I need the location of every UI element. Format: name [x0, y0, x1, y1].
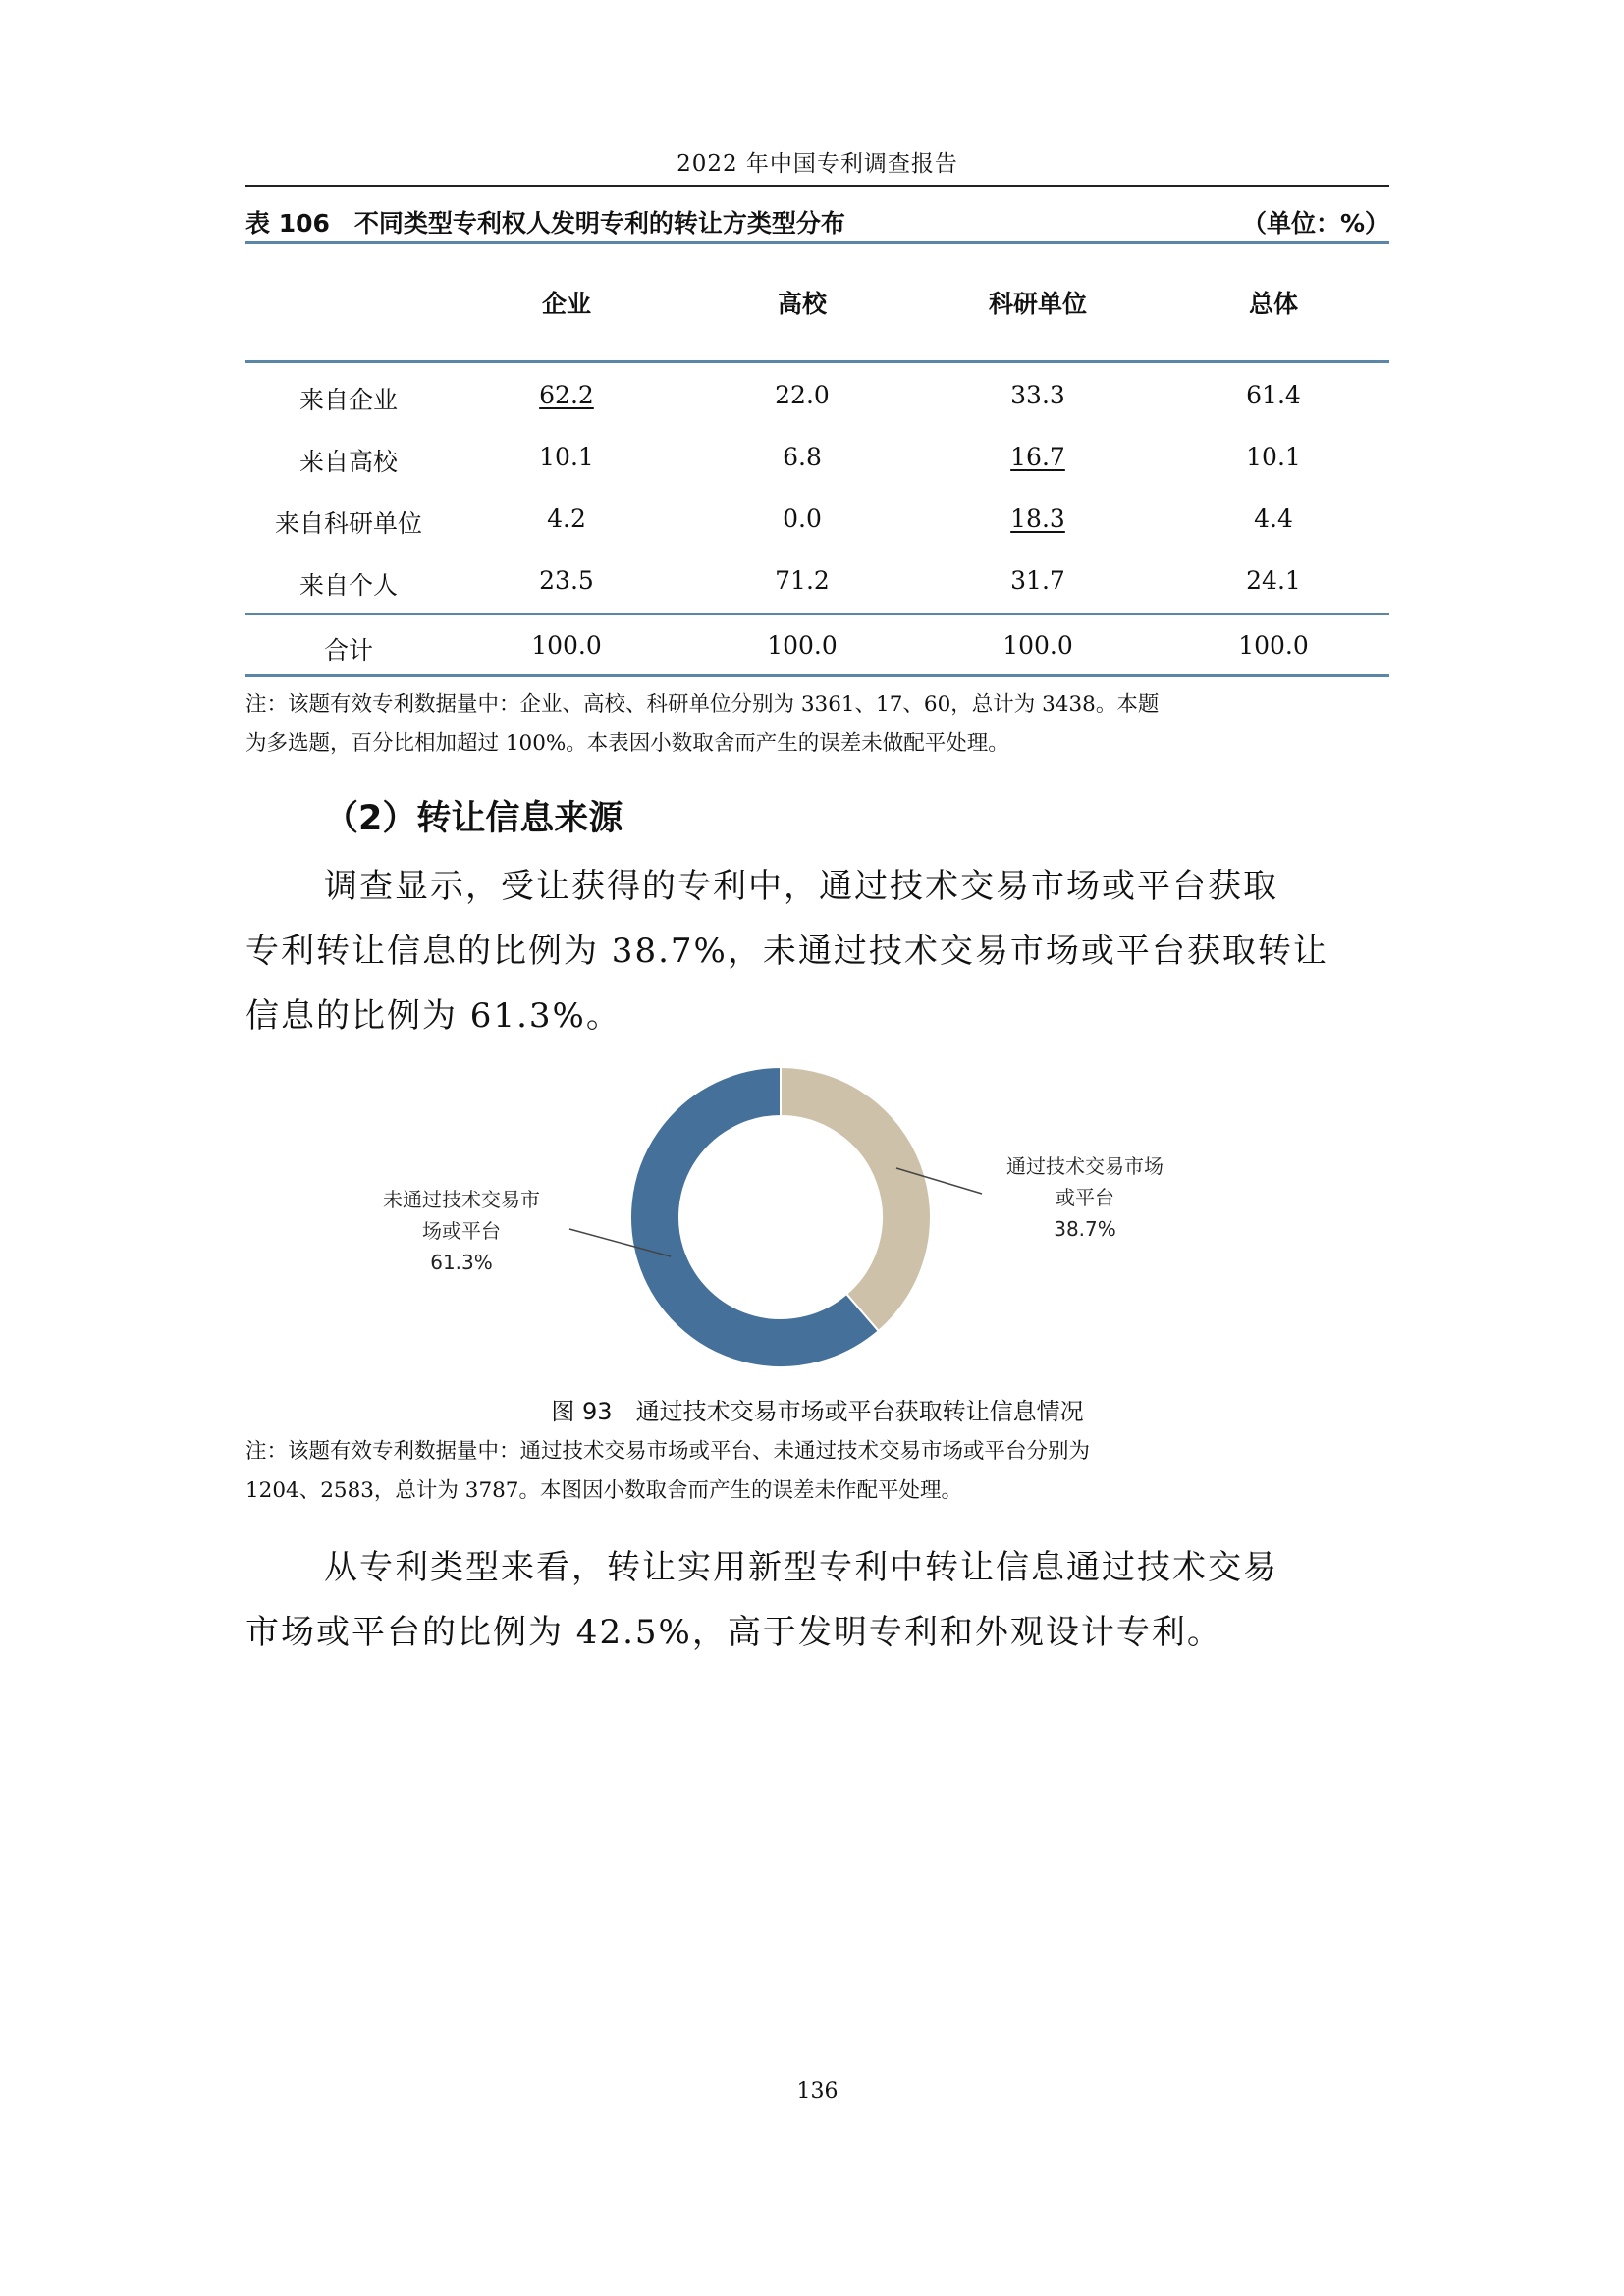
figure-title: 图 93 通过技术交易市场或平台获取转让信息情况	[551, 1398, 1084, 1425]
table-cell: 4.2	[547, 505, 586, 533]
table-cell: 24.1	[1246, 566, 1301, 595]
table-cell: 33.3	[1010, 381, 1065, 409]
body-paragraph-2: 从专利类型来看，转让实用新型专利中转让信息通过技术交易 市场或平台的比例为 42.5%，高于发明专利和外观设计专利。	[245, 1548, 1278, 1652]
total-cell: 100.0	[767, 631, 838, 660]
section-heading: （2）转让信息来源	[324, 799, 623, 838]
total-cell: 100.0	[1002, 631, 1073, 660]
slice-label-not-via-platform: 未通过技术交易市 场或平台 61.3%	[383, 1188, 540, 1274]
body-paragraph-1: 调查显示，受让获得的专利中，通过技术交易市场或平台获取 专利转让信息的比例为 38.7%，未通过技术交易市场或平台获取转让 信息的比例为 61.3%。	[245, 867, 1328, 1036]
row-label: 来自科研单位	[274, 509, 422, 538]
table-cell: 10.1	[1246, 443, 1301, 471]
column-header-enterprise: 企业	[541, 290, 591, 318]
table-cell: 0.0	[783, 505, 822, 533]
table-cell: 22.0	[775, 381, 830, 409]
table-cell: 18.3	[1010, 505, 1065, 533]
total-label: 合计	[323, 636, 373, 665]
table-cell: 61.4	[1246, 381, 1301, 409]
table-cell: 23.5	[539, 566, 594, 595]
table-unit: （单位：%）	[1241, 209, 1389, 238]
total-cell: 100.0	[1238, 631, 1309, 660]
row-label: 来自高校	[298, 448, 398, 476]
column-header-overall: 总体	[1248, 290, 1298, 318]
row-label: 来自企业	[298, 386, 398, 414]
table-cell: 62.2	[539, 381, 594, 409]
running-header: 2022 年中国专利调查报告	[677, 151, 958, 177]
figure-note: 注：该题有效专利数据量中：通过技术交易市场或平台、未通过技术交易市场或平台分别为 1204、2583，总计为 3787。本图因小数取舍而产生的误差未作配平处理。	[245, 1439, 1091, 1503]
table-title: 表 106 不同类型专利权人发明专利的转让方类型分布	[245, 209, 845, 238]
table-cell: 31.7	[1010, 566, 1065, 595]
table-cell: 16.7	[1010, 443, 1065, 471]
table-cell: 4.4	[1254, 505, 1293, 533]
page-number: 136	[796, 2079, 839, 2104]
total-cell: 100.0	[531, 631, 602, 660]
row-label: 来自个人	[298, 571, 398, 600]
table-cell: 10.1	[539, 443, 594, 471]
table-cell: 6.8	[783, 443, 822, 471]
donut-slice-via-platform	[781, 1067, 931, 1331]
table-note: 注：该题有效专利数据量中：企业、高校、科研单位分别为 3361、17、60，总计为 3438。本题 为多选题，百分比相加超过 100%。本表因小数取舍而产生的误差未做配平处理。	[245, 692, 1160, 756]
slice-label-via-platform: 通过技术交易市场 或平台 38.7%	[1006, 1154, 1164, 1241]
table-cell: 71.2	[775, 566, 830, 595]
column-header-university: 高校	[777, 290, 827, 318]
column-header-research: 科研单位	[988, 290, 1087, 318]
